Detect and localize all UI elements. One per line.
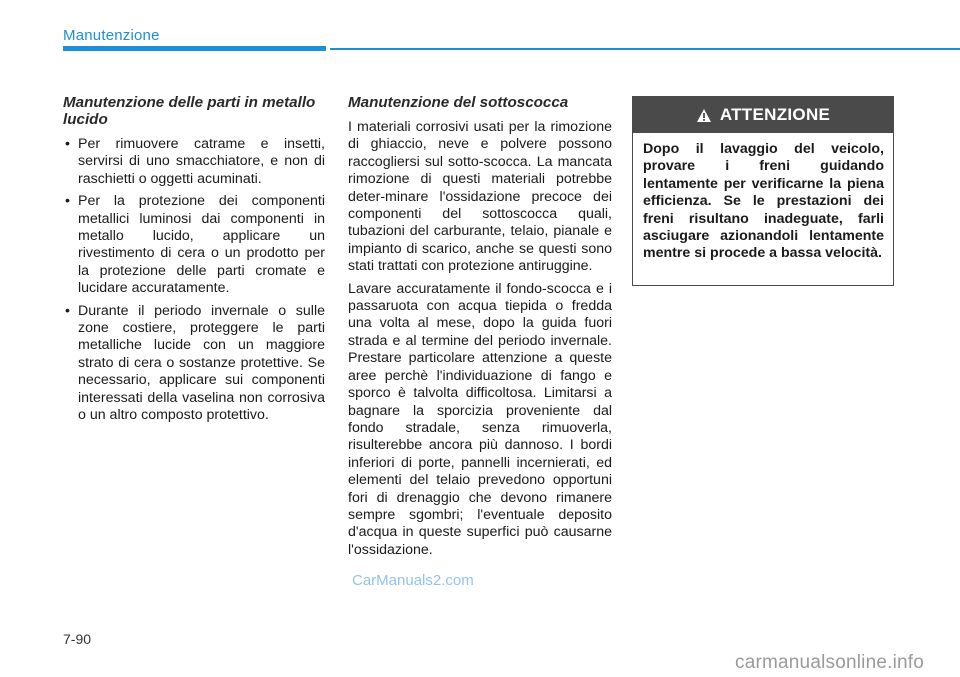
warning-triangle-icon: [696, 108, 712, 123]
middle-column: [348, 94, 612, 564]
header-rule-thick: [63, 46, 326, 51]
list-item: [63, 136, 325, 188]
paragraph: I materiali corrosivi usati per la rimozione di ghiaccio, neve e polvere possono raccogliersi sul sotto-scocca. La mancata rimozione di questi materiali potrebbe deter-minare l'ossidazione precoce dei componenti del sottoscocca quali, tubazioni del carburante, telaio, pianale e impianto di scarico, anche se questi sono stati trattati con protezione antiruggine.: [348, 119, 612, 275]
paragraph: Lavare accuratamente il fondo-scocca e i passaruota con acqua tiepida o fredda una volta al mese, dopo la guida fuori strada e al termine del periodo invernale. Prestare particolare attenzione a queste aree perchè l'individuazione di fango e sporco è talvolta difficoltosa. Limitarsi a bagnare la sporcizia proveniente dal fondo stradale, senza rimuoverla, risulterebbe ancora più dannoso. I bordi inferiori di porte, pannelli incernierati, ed elementi del telaio prevedono opportuni fori di drenaggio che devono rimanere sempre sgombri; l'eventuale deposito d'acqua in queste superfici può causarne l'ossidazione.: [348, 280, 612, 558]
warning-header: [633, 97, 893, 133]
list-item-text: Per rimuovere catrame e insetti, servirsi di uno smacchiatore, e non di raschietti o oggetti acuminati.: [78, 136, 325, 187]
bullet-icon: •: [65, 193, 70, 210]
bullet-icon: •: [65, 302, 70, 319]
middle-heading: Manutenzione del sottoscocca: [348, 94, 569, 111]
left-column: [63, 94, 325, 430]
bullet-icon: •: [65, 136, 70, 152]
warning-text: Dopo il lavaggio del veicolo, provare i freni guidando lentamente per verificarne la piena efficienza. Se le prestazioni dei freni risultano inadeguate, farli asciugare azionandoli lentamente mentre si procede a bassa velocità.: [643, 141, 884, 262]
watermark: CarManuals2.com: [352, 572, 474, 589]
header-rule-thin: [330, 48, 960, 50]
site-watermark: carmanualsonline.info: [735, 652, 925, 673]
bullet-list: [63, 136, 325, 425]
list-item: [63, 193, 325, 297]
warning-box: [632, 96, 894, 286]
warning-title: ATTENZIONE: [719, 105, 831, 124]
list-item-text: Per la protezione dei componenti metallici luminosi dai componenti in metallo lucido, applicare un rivestimento di cera o un prodotto per la protezione delle parti cromate e lucidare accuratamente.: [78, 193, 325, 297]
left-heading: Manutenzione delle parti in metallo lucido: [63, 94, 316, 128]
page-number: 7-90: [63, 631, 92, 647]
section-title: Manutenzione: [63, 27, 160, 44]
list-item-text: Durante il periodo invernale o sulle zone costiere, proteggere le parti metalliche lucide con un maggiore strato di cera o sostanze protettive. Se necessario, applicare sui componenti interessati della vaselina non corrosiva o un altro composto protettivo.: [78, 302, 325, 424]
list-item: [63, 303, 325, 425]
